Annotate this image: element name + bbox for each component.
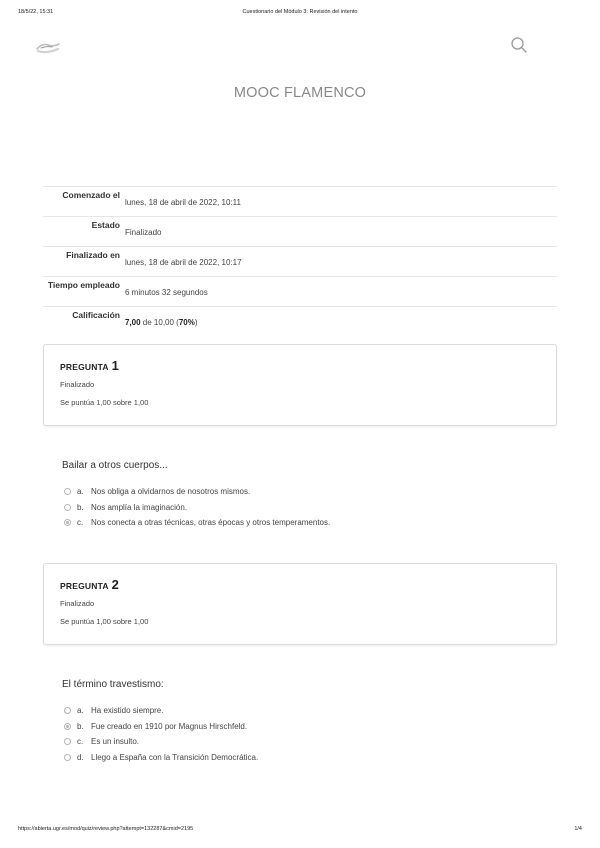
summary-value: lunes, 18 de abril de 2022, 10:11 [125, 198, 241, 207]
site-title: MOOC FLAMENCO [233, 85, 367, 101]
answer-letter: b. [77, 502, 84, 512]
search-icon[interactable] [510, 36, 528, 54]
answer-letter: c. [77, 518, 84, 527]
answer-letter: d. [77, 752, 84, 762]
question-label: PREGUNTA [60, 362, 109, 372]
summary-value: Finalizado [125, 228, 162, 237]
radio-button[interactable] [64, 504, 71, 511]
question-state: Finalizado [60, 380, 95, 389]
question-text: Bailar a otros cuerpos... [62, 460, 168, 471]
radio-button[interactable] [64, 707, 71, 714]
summary-label: Estado [91, 220, 120, 230]
radio-button[interactable] [64, 738, 71, 745]
summary-row-completed [43, 246, 557, 276]
question-number: 1 [111, 358, 120, 373]
answer-text: Fue creado en 1910 por Magnus Hirschfeld. [91, 721, 248, 731]
question-label: PREGUNTA [60, 581, 109, 591]
question-grade: Se puntúa 1,00 sobre 1,00 [60, 398, 149, 407]
radio-button-selected[interactable] [64, 519, 71, 526]
grade-score: 7,00 [125, 318, 141, 327]
print-header [18, 9, 582, 19]
summary-label: Calificación [72, 310, 120, 320]
grade-percent: 70% [178, 318, 195, 327]
question-info-box [43, 563, 557, 645]
print-document-title: Cuestionario del Módulo 3: Revisión del intento [242, 9, 358, 15]
print-url: https://abierta.ugr.es/mod/quiz/review.php?attempt=132287&cmid=2195 [18, 826, 194, 832]
question-state: Finalizado [60, 599, 95, 608]
radio-button-selected[interactable] [64, 723, 71, 730]
question-grade: Se puntúa 1,00 sobre 1,00 [60, 617, 149, 626]
answer-letter: a. [77, 487, 84, 496]
radio-button[interactable] [64, 754, 71, 761]
print-date: 18/5/22, 15:31 [18, 9, 54, 15]
answer-text: Nos obliga a olvidarnos de nosotros mismos. [91, 487, 251, 496]
answer-text: Nos amplía la imaginación. [91, 502, 188, 512]
question-heading [60, 358, 119, 373]
answer-text: Es un insulto. [91, 737, 140, 746]
summary-value [125, 318, 198, 327]
answer-letter: c. [77, 737, 84, 746]
summary-row-started [43, 186, 557, 216]
summary-value: lunes, 18 de abril de 2022, 10:17 [125, 258, 242, 267]
answer-text: Nos conecta a otras técnicas, otras épocas y otros temperamentos. [91, 518, 331, 527]
grade-mid: de 10,00 ( [140, 318, 179, 327]
answer-text: Llego a España con la Transición Democrática. [91, 752, 259, 762]
summary-label: Finalizado en [66, 250, 120, 260]
question-number: 2 [111, 577, 120, 592]
grade-end: ) [194, 318, 198, 327]
answer-letter: a. [77, 706, 84, 715]
summary-label: Comenzado el [62, 190, 120, 200]
summary-value: 6 minutos 32 segundos [125, 288, 208, 297]
summary-row-state [43, 216, 557, 246]
summary-row-time-taken [43, 276, 557, 306]
summary-label: Tiempo empleado [47, 280, 120, 290]
summary-row-grade [43, 306, 557, 336]
attempt-summary-table [43, 186, 557, 336]
answer-letter: b. [77, 721, 84, 731]
question-text: El término travestismo: [62, 679, 164, 690]
print-footer [18, 826, 582, 836]
question-heading [60, 577, 119, 592]
question-info-box [43, 344, 557, 426]
print-page-number: 1/4 [574, 826, 582, 832]
radio-button[interactable] [64, 488, 71, 495]
answer-text: Ha existido siempre. [91, 706, 164, 715]
site-logo[interactable] [34, 40, 62, 56]
